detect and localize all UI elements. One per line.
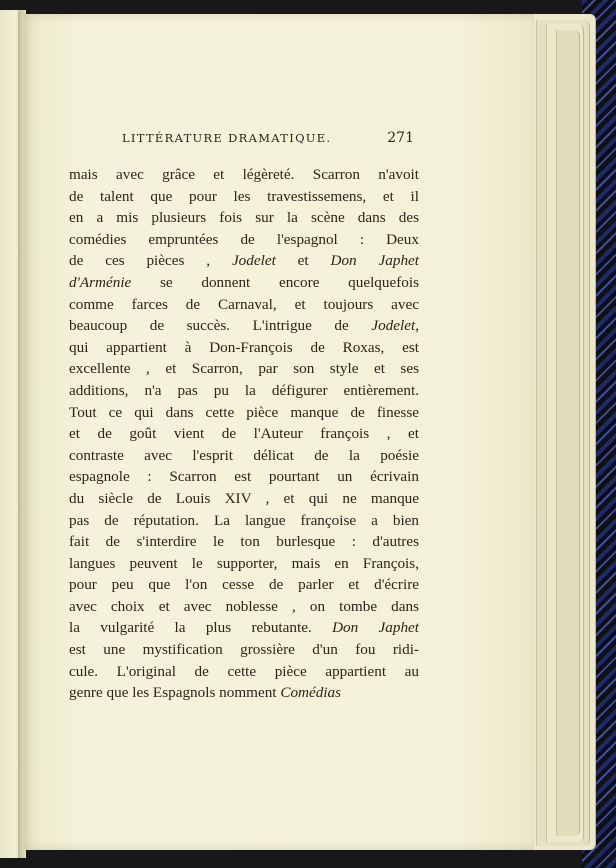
text-segment: est une mystification grossière d'un fou ridi- [69, 641, 419, 659]
text-line [69, 294, 419, 316]
text-line [69, 315, 419, 337]
text-line [69, 488, 419, 510]
text-line [69, 617, 419, 639]
text-line [69, 337, 419, 359]
text-line [69, 445, 419, 467]
italic-title: d'Arménie [69, 273, 132, 291]
text-segment: beaucoup de succès. L'intrigue de [69, 317, 372, 335]
text-segment: mais avec grâce et légèreté. Scarron n'avoit [69, 166, 419, 183]
text-line [69, 207, 419, 229]
text-line [69, 639, 419, 661]
text-segment: et [275, 252, 331, 270]
text-line [69, 186, 419, 208]
text-segment: genre que les Espagnols nomment [69, 684, 281, 702]
text-segment: et de goût vient de l'Auteur françois , et [69, 425, 419, 443]
text-segment: excellente , et Scarron, par son style et ses [69, 360, 419, 378]
text-line [69, 229, 419, 251]
text-segment: espagnole : Scarron est pourtant un écrivain [69, 468, 419, 486]
text-segment: qui appartient à Don-François de Roxas, est [69, 338, 419, 356]
text-line [69, 510, 419, 532]
text-line [69, 250, 419, 272]
text-line [69, 380, 419, 402]
text-line [69, 531, 419, 553]
text-segment: , [415, 317, 419, 335]
text-segment: fait de s'interdire le ton burlesque : d'autres [69, 533, 419, 551]
text-line [69, 661, 419, 683]
text-segment: se donnent encore quelquefois [131, 273, 419, 291]
text-segment: pas de réputation. La langue françoise a bien [69, 511, 419, 529]
text-segment: comme farces de Carnaval, et toujours avec [69, 295, 419, 313]
book-page [24, 14, 534, 850]
text-line [69, 164, 419, 186]
text-segment: la vulgarité la plus rebutante. [69, 619, 333, 637]
italic-title: Don Japhet [332, 619, 420, 637]
running-title: LITTÉRATURE DRAMATIQUE. [122, 131, 332, 145]
text-segment: de talent que pour les travestissemens, et il [69, 187, 419, 205]
italic-title: Jodelet [371, 317, 416, 335]
text-segment: cule. L'original de cette pièce appartient au [69, 662, 419, 680]
text-line [69, 596, 419, 618]
text-line [69, 574, 419, 596]
page-edge [556, 30, 580, 836]
text-segment: de ces pièces , [69, 252, 232, 270]
text-segment: en a mis plusieurs fois sur la scène dans des [69, 209, 419, 227]
text-segment: langues peuvent le supporter, mais en François, [69, 554, 419, 572]
text-line [69, 423, 419, 445]
body-text [69, 164, 419, 704]
italic-title: Comédias [280, 684, 342, 702]
page-header [122, 130, 414, 146]
italic-title: Don Japhet [330, 252, 420, 270]
text-line [69, 402, 419, 424]
page-number: 271 [387, 130, 414, 146]
text-line [69, 553, 419, 575]
text-segment: additions, n'a pas pu la défigurer entièrement. [69, 381, 419, 399]
text-segment: du siècle de Louis XIV , et qui ne manque [69, 489, 419, 507]
text-line [69, 682, 419, 704]
text-line [69, 466, 419, 488]
text-segment: avec choix et avec noblesse , on tombe dans [69, 597, 419, 615]
text-segment: Tout ce qui dans cette pièce manque de finesse [69, 403, 419, 421]
text-line [69, 272, 419, 294]
text-segment: contraste avec l'esprit délicat de la poésie [69, 446, 419, 464]
text-segment: pour peu que l'on cesse de parler et d'écrire [69, 576, 419, 594]
text-segment: comédies empruntées de l'espagnol : Deux [69, 230, 419, 248]
text-line [69, 358, 419, 380]
italic-title: Jodelet [231, 252, 276, 270]
